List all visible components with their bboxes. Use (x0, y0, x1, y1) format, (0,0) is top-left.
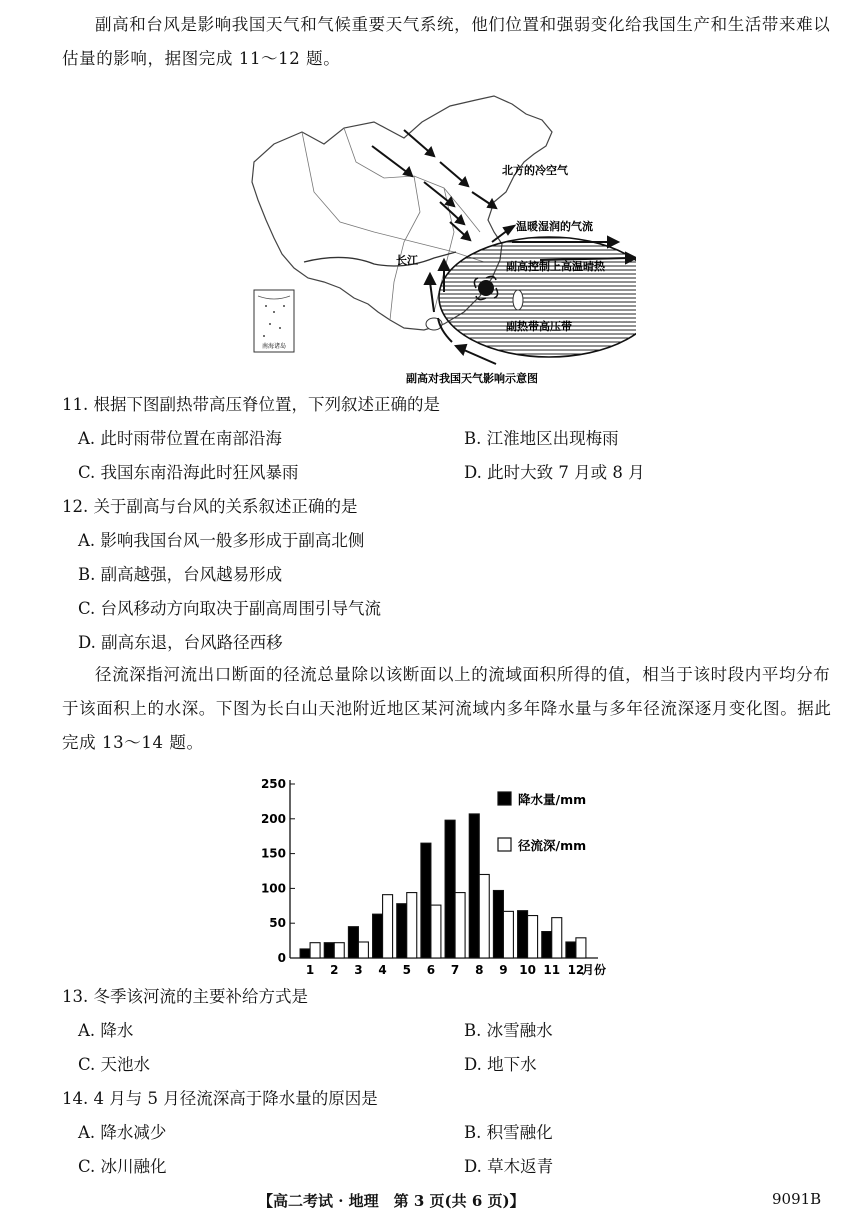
q12-option-b: B. 副高越强，台风越易形成 (78, 565, 283, 584)
x-tick-label: 1 (305, 963, 315, 977)
bar-precip (445, 820, 455, 958)
x-tick-label: 8 (475, 963, 484, 977)
label-warm-air: 温暖湿润的气流 (516, 220, 593, 233)
q13-option-b: B. 冰雪融水 (464, 1021, 553, 1040)
label-subtropical-high: 副热带高压带 (506, 320, 572, 333)
q14-option-c: C. 冰川融化 (78, 1157, 167, 1176)
y-tick-label: 150 (260, 846, 286, 861)
y-tick-label: 0 (277, 951, 286, 965)
q13-option-a: A. 降水 (78, 1021, 134, 1040)
y-tick-label: 100 (260, 881, 286, 896)
bar-precip (542, 932, 552, 958)
x-tick-label: 4 (378, 963, 387, 977)
footer-page-info: 【高二考试 · 地理 第 3 页(共 6 页)】 (258, 1192, 525, 1210)
q14-option-b: B. 积雪融化 (464, 1123, 553, 1142)
bar-precip (566, 942, 576, 958)
q12-option-a: A. 影响我国台风一般多形成于副高北侧 (78, 531, 365, 550)
q14-option-a: A. 降水减少 (78, 1123, 167, 1142)
bar-runoff (455, 893, 465, 958)
legend-swatch (498, 792, 511, 805)
q14-stem: 14. 4 月与 5 月径流深高于降水量的原因是 (62, 1089, 378, 1108)
q12-option-d: D. 副高东退，台风路径西移 (78, 633, 283, 652)
x-tick-label: 10 (519, 963, 536, 977)
y-tick-label: 200 (260, 811, 286, 826)
bar-runoff (310, 943, 320, 958)
intro-paragraph-1: 副高和台风是影响我国天气和气候重要天气系统，他们位置和强弱变化给我国生产和生活带来难以估量的影响，据图完成 11～12 题。 (62, 15, 831, 68)
bar-runoff (383, 895, 393, 958)
x-tick-label: 11 (543, 963, 561, 977)
x-tick-label: 2 (330, 963, 339, 977)
q14-option-d: D. 草木返青 (464, 1157, 554, 1176)
bar-precip (300, 949, 310, 958)
label-cold-air: 北方的冷空气 (502, 164, 568, 177)
x-tick-label: 5 (402, 963, 411, 977)
bar-runoff (552, 918, 562, 958)
label-high-temp: 副高控制上高温晴热 (506, 260, 605, 273)
x-tick-label: 12 (567, 963, 585, 977)
q11-option-d: D. 此时大致 7 月或 8 月 (464, 463, 645, 482)
q13-stem: 13. 冬季该河流的主要补给方式是 (62, 987, 308, 1006)
inset-label: 南海诸岛 (261, 343, 287, 350)
intro-paragraph-2: 径流深指河流出口断面的径流总量除以该断面以上的流域面积所得的值，相当于该时段内平均分布于该面积上的水深。下图为长白山天池附近地区某河流域内多年降水量与多年径流深逐月变化图。据此完成 13～14 题。 (62, 665, 832, 752)
q11-stem: 11. 根据下图副热带高压脊位置，下列叙述正确的是 (62, 395, 440, 414)
bar-runoff (528, 916, 538, 958)
x-tick-label: 9 (499, 963, 508, 977)
y-tick-label: 250 (260, 777, 286, 791)
bar-runoff (334, 943, 344, 958)
x-tick-label: 7 (450, 963, 460, 977)
bar-precip (469, 814, 479, 958)
q12-option-c: C. 台风移动方向取决于副高周围引导气流 (78, 599, 382, 618)
bar-precip (397, 904, 407, 958)
label-changjiang: 长江 (396, 254, 418, 267)
subtropical-high-map (244, 92, 636, 384)
q13-option-d: D. 地下水 (464, 1055, 537, 1074)
bar-precip (373, 914, 383, 958)
legend-label: 降水量/mm (518, 792, 587, 807)
legend-swatch (498, 838, 511, 851)
bar-runoff (431, 905, 441, 958)
bar-runoff (576, 938, 586, 958)
precip-runoff-chart (252, 770, 612, 982)
x-tick-label: 3 (354, 963, 363, 977)
y-tick-label: 50 (269, 916, 286, 931)
q11-option-c: C. 我国东南沿海此时狂风暴雨 (78, 463, 299, 482)
q11-option-a: A. 此时雨带位置在南部沿海 (78, 429, 282, 448)
q13-option-c: C. 天池水 (78, 1055, 151, 1074)
map-caption: 副高对我国天气影响示意图 (406, 372, 538, 384)
bar-runoff (479, 874, 489, 958)
bar-runoff (407, 893, 417, 958)
bar-precip (518, 911, 528, 958)
legend-label: 径流深/mm (518, 838, 587, 853)
q11-option-b: B. 江淮地区出现梅雨 (464, 429, 619, 448)
q12-stem: 12. 关于副高与台风的关系叙述正确的是 (62, 497, 358, 516)
x-axis-unit: 月份 (582, 963, 607, 977)
bar-precip (324, 943, 334, 958)
bar-precip (348, 927, 358, 958)
footer-code: 9091B (772, 1190, 822, 1208)
bar-runoff (358, 942, 368, 958)
bar-precip (493, 890, 503, 958)
bar-runoff (503, 911, 513, 958)
bar-precip (421, 843, 431, 958)
x-tick-label: 6 (426, 963, 436, 977)
